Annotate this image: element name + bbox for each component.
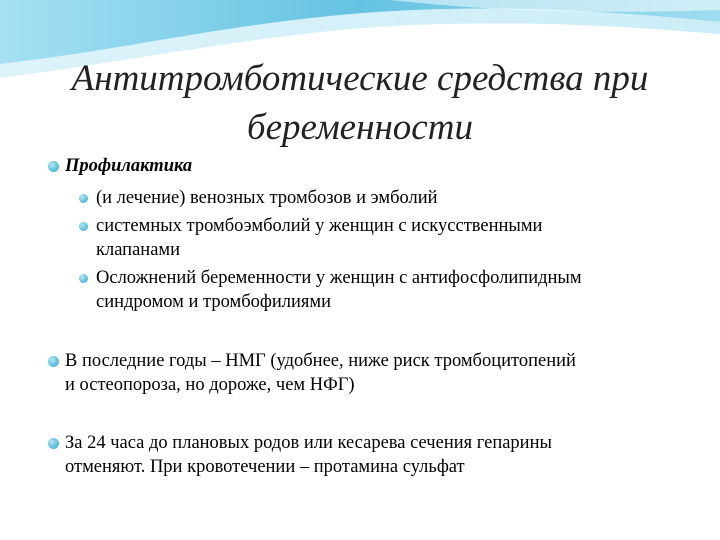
bullet-icon xyxy=(48,356,59,367)
bullet-icon xyxy=(79,222,88,231)
bullet-lmwh-line-1: В последние годы – НМГ (удобнее, ниже риск тромбоцитопений xyxy=(65,351,576,371)
sub-bullet-systemic-thromboembolism xyxy=(96,214,542,262)
bullet-icon xyxy=(79,194,88,203)
bullet-lmwh-line-2: и остеопороза, но дороже, чем НФГ) xyxy=(65,375,355,395)
sub-bullet-text-line-1: Осложнений беременности у женщин с антифосфолипидным xyxy=(96,268,582,288)
slide-title-line-1: Антитромботические средства при xyxy=(71,58,649,99)
bullet-heparin-withdrawal xyxy=(65,431,552,479)
sub-bullet-text-line-2: клапанами xyxy=(96,240,181,260)
sub-bullet-text-line-1: системных тромбоэмболий у женщин с искусственными xyxy=(96,216,543,236)
bullet-heparin-withdrawal-line-2: отменяют. При кровотечении – протамина сульфат xyxy=(65,457,465,477)
bullet-icon xyxy=(48,438,59,449)
bullet-heparin-withdrawal-line-1: За 24 часа до плановых родов или кесарева сечения гепарины xyxy=(65,433,552,453)
bullet-lmwh xyxy=(65,349,576,397)
sub-bullet-venous-thrombosis xyxy=(96,186,438,210)
sub-bullet-pregnancy-complications xyxy=(96,266,582,314)
sub-bullet-text: (и лечение) венозных тромбозов и эмболий xyxy=(96,188,438,208)
bullet-icon xyxy=(79,274,88,283)
bullet-icon xyxy=(48,161,59,172)
bullet-prophylaxis-text: Профилактика xyxy=(65,156,193,176)
sub-bullet-text-line-2: синдромом и тромбофилиями xyxy=(96,292,331,312)
bullet-prophylaxis xyxy=(65,154,192,178)
slide-title-line-2: беременности xyxy=(247,107,473,148)
